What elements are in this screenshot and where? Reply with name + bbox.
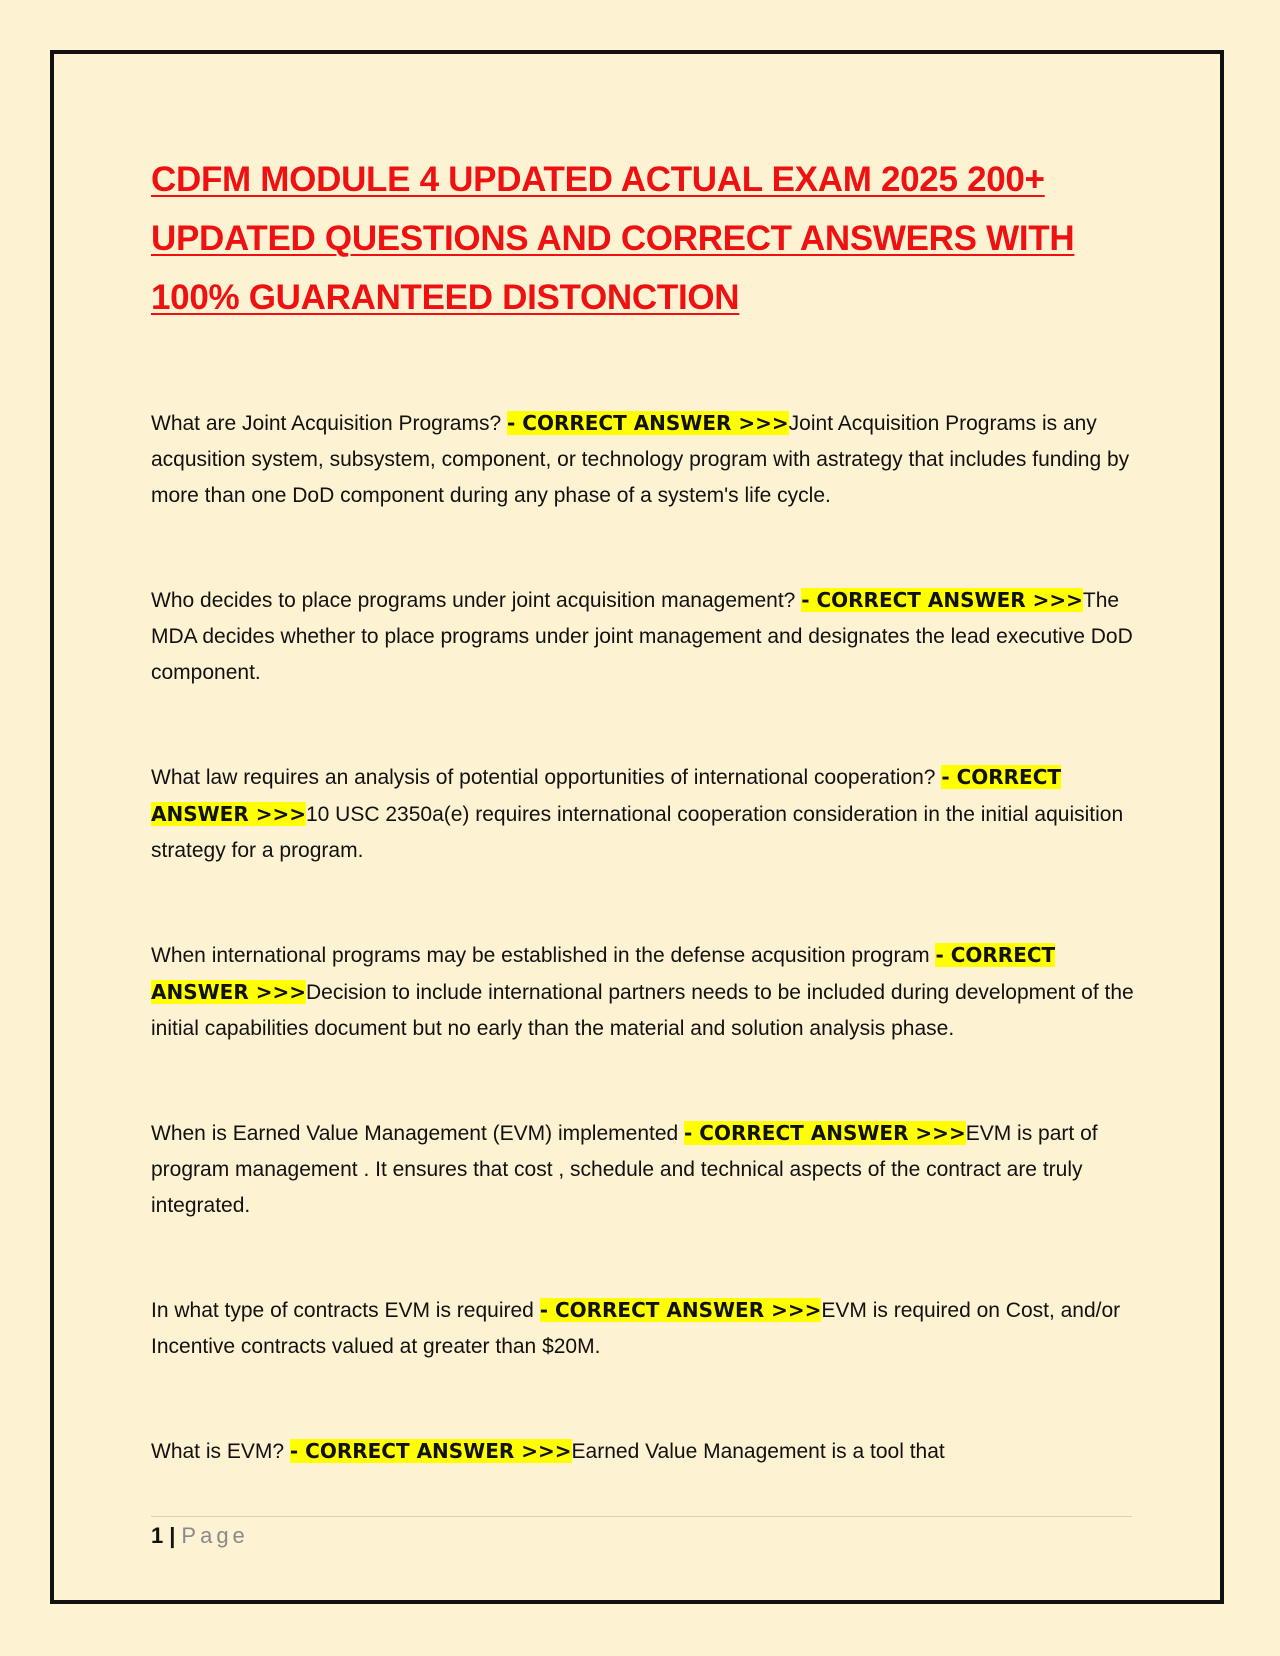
question-text: Who decides to place programs under joint acquisition management?	[151, 589, 802, 612]
question-text: What is EVM?	[151, 1440, 290, 1463]
qa-item	[151, 759, 1136, 869]
correct-answer-marker: - CORRECT ANSWER >>>	[801, 588, 1083, 612]
qa-item	[151, 582, 1136, 691]
answer-text: The MDA decides whether to place programs under joint management and designates the lead executive DoD component.	[151, 589, 1133, 684]
question-text: When is Earned Value Management (EVM) implemented	[151, 1122, 685, 1145]
qa-item	[151, 405, 1136, 514]
answer-text: Joint Acquisition Programs is any acqusition system, subsystem, component, or technology program with astrategy that includes funding by more than one DoD component during any phase of a system's life cycle.	[151, 412, 1130, 507]
qa-item	[151, 937, 1136, 1047]
answer-text: EVM is required on Cost, and/or Incentive contracts valued at greater than $20M.	[151, 1299, 1121, 1358]
question-text: When international programs may be established in the defense acqusition program	[151, 944, 936, 967]
document-title: CDFM MODULE 4 UPDATED ACTUAL EXAM 2025 200+ UPDATED QUESTIONS AND CORRECT ANSWERS WITH 100% GUARANTEED DISTONCTION	[151, 160, 1075, 317]
answer-text: Decision to include international partners needs to be included during development of the initial capabilities document but no early than the material and solution analysis phase.	[151, 981, 1134, 1040]
answer-text: 10 USC 2350a(e) requires international cooperation consideration in the initial aquisition strategy for a program.	[151, 803, 1124, 862]
answer-text: Earned Value Management is a tool that	[571, 1440, 945, 1463]
page-number: 1	[151, 1523, 164, 1548]
question-text: What are Joint Acquisition Programs?	[151, 412, 507, 435]
correct-answer-marker: - CORRECT ANSWER >>>	[151, 943, 1056, 1004]
correct-answer-marker: - CORRECT ANSWER >>>	[151, 765, 1062, 826]
correct-answer-marker: - CORRECT ANSWER >>>	[507, 411, 789, 435]
qa-item	[151, 1115, 1136, 1224]
qa-list	[151, 405, 1136, 1470]
page-label: Page	[181, 1523, 249, 1548]
answer-text: EVM is part of program management . It ensures that cost , schedule and technical aspects of the contract are truly integrated.	[151, 1122, 1098, 1217]
document-body	[151, 150, 1136, 1470]
footer-divider	[151, 1516, 1132, 1517]
question-text: What law requires an analysis of potential opportunities of international cooperation?	[151, 766, 942, 789]
correct-answer-marker: - CORRECT ANSWER >>>	[289, 1439, 572, 1463]
correct-answer-marker: - CORRECT ANSWER >>>	[539, 1298, 822, 1322]
qa-item	[151, 1292, 1136, 1365]
qa-item	[151, 1433, 1136, 1470]
footer-separator: |	[169, 1523, 176, 1548]
correct-answer-marker: - CORRECT ANSWER >>>	[684, 1121, 966, 1145]
question-text: In what type of contracts EVM is required	[151, 1299, 540, 1322]
page-footer	[151, 1522, 249, 1550]
